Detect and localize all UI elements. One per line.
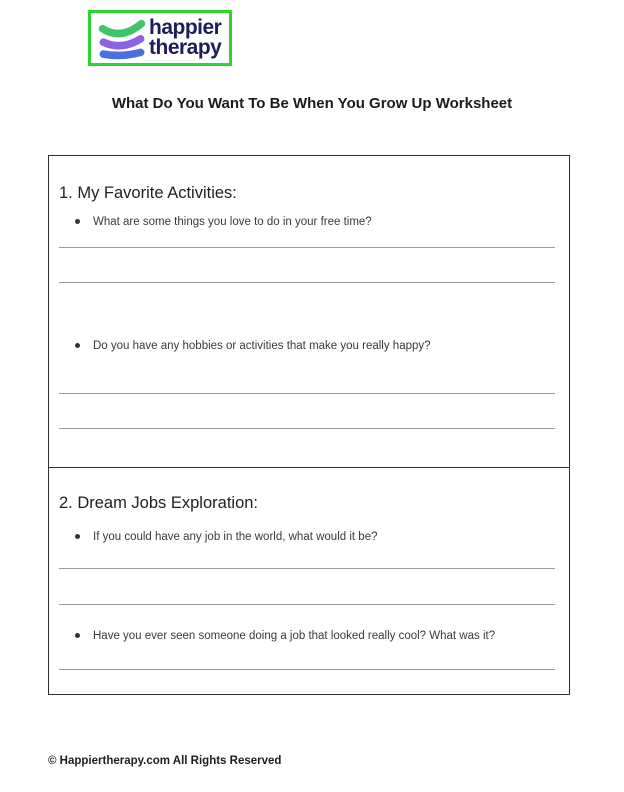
section-heading: 1. My Favorite Activities: [59, 184, 237, 202]
question-text: What are some things you love to do in your free time? [59, 214, 559, 230]
worksheet-section [49, 468, 569, 694]
question-text: Have you ever seen someone doing a job that looked really cool? What was it? [59, 628, 559, 644]
worksheet-item [59, 214, 559, 283]
answer-line [59, 604, 555, 605]
answer-line [59, 428, 555, 429]
question-text: Do you have any hobbies or activities that make you really happy? [59, 338, 559, 354]
section-heading: 2. Dream Jobs Exploration: [59, 493, 259, 512]
answer-line [59, 393, 555, 394]
answer-line [59, 247, 555, 248]
logo-wordmark [149, 18, 221, 57]
bullet-icon [75, 343, 80, 348]
bullet-icon [75, 534, 80, 539]
bullet-icon [75, 219, 80, 224]
answer-line [59, 568, 555, 569]
answer-line [59, 282, 555, 283]
worksheet-item [59, 628, 559, 670]
worksheet-box [48, 155, 570, 695]
happier-therapy-logo [88, 10, 232, 66]
logo-word-therapy: therapy [149, 36, 222, 59]
worksheet-sections [49, 156, 569, 693]
logo-smile-strokes-icon [95, 16, 149, 60]
worksheet-item [59, 529, 559, 605]
copyright-footer: © Happiertherapy.com All Rights Reserved [48, 755, 282, 767]
logo-word-happier: happier [149, 16, 222, 40]
bullet-icon [75, 633, 80, 638]
question-text: If you could have any job in the world, what would it be? [59, 529, 559, 545]
page-title: What Do You Want To Be When You Grow Up Worksheet [111, 95, 513, 112]
answer-line [59, 669, 555, 670]
worksheet-section [49, 156, 569, 468]
worksheet-item [59, 338, 559, 429]
